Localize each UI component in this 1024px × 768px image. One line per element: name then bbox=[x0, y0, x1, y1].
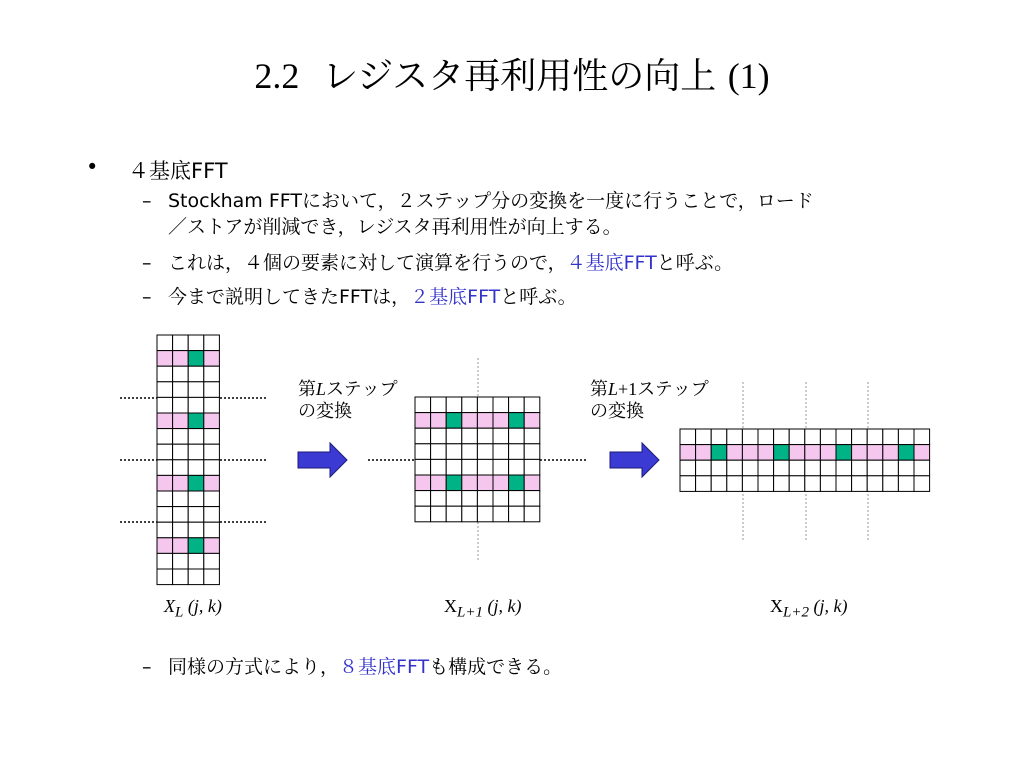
grid-cell bbox=[157, 538, 173, 554]
grid-cell bbox=[462, 444, 478, 460]
grid-cell bbox=[173, 397, 189, 413]
grid-cell bbox=[462, 475, 478, 491]
grid-cell bbox=[852, 429, 868, 445]
grid-cell bbox=[173, 460, 189, 476]
sub-item-2-post: と呼ぶ。 bbox=[656, 252, 734, 274]
grid-cell bbox=[524, 491, 540, 507]
grid-cell bbox=[727, 445, 743, 461]
grid-cell bbox=[493, 491, 509, 507]
grid-cell bbox=[415, 491, 431, 507]
grid-cell bbox=[509, 444, 525, 460]
grid-cell bbox=[173, 522, 189, 538]
grid-cell bbox=[789, 476, 805, 492]
grid-cell bbox=[157, 569, 173, 585]
grid-cell bbox=[415, 428, 431, 444]
grid-x-l1 bbox=[415, 397, 540, 522]
grid-cell bbox=[173, 475, 189, 491]
grid-cell bbox=[477, 397, 493, 413]
grid-cell bbox=[157, 366, 173, 382]
grid-cell bbox=[204, 569, 220, 585]
grid-x-l bbox=[157, 335, 219, 585]
grid-cell bbox=[462, 397, 478, 413]
grid-cell bbox=[898, 460, 914, 476]
grid-cell bbox=[446, 506, 462, 522]
grid-cell bbox=[477, 413, 493, 429]
grid-cell bbox=[173, 553, 189, 569]
grid-cell bbox=[477, 506, 493, 522]
step-l-var: L bbox=[316, 379, 327, 399]
grid-cell bbox=[509, 475, 525, 491]
grid-cell bbox=[188, 569, 204, 585]
grid-cell bbox=[509, 413, 525, 429]
grid-cell bbox=[415, 444, 431, 460]
grid-cell bbox=[446, 428, 462, 444]
grid-cell bbox=[477, 459, 493, 475]
grid-cell bbox=[493, 428, 509, 444]
grid-cell bbox=[524, 475, 540, 491]
grid-cell bbox=[157, 475, 173, 491]
grid-cell bbox=[173, 335, 189, 351]
grid-cell bbox=[852, 460, 868, 476]
step-l1-suffix: ステップ bbox=[637, 379, 709, 400]
sub-item-3-pre: 今まで説明してきたFFTは， bbox=[168, 286, 411, 308]
label-x-l-sub: L bbox=[175, 604, 184, 621]
grid-cell bbox=[188, 335, 204, 351]
grid-cell bbox=[431, 506, 447, 522]
grid-cell bbox=[914, 460, 930, 476]
grid-cell bbox=[157, 413, 173, 429]
grid-cell bbox=[867, 445, 883, 461]
grid-cell bbox=[680, 460, 696, 476]
grid-cell bbox=[883, 445, 899, 461]
grid-cell bbox=[493, 413, 509, 429]
grid-cell bbox=[173, 413, 189, 429]
grid-cell bbox=[173, 507, 189, 523]
grid-cell bbox=[446, 413, 462, 429]
grid-cell bbox=[742, 460, 758, 476]
grid-cell bbox=[157, 444, 173, 460]
grid-cell bbox=[836, 445, 852, 461]
grid-cell bbox=[431, 444, 447, 460]
grid-cell bbox=[509, 491, 525, 507]
grid-cell bbox=[789, 445, 805, 461]
grid-cell bbox=[157, 460, 173, 476]
grid-cell bbox=[696, 460, 712, 476]
grid-cell bbox=[836, 429, 852, 445]
sub-item-4-pre: 同様の方式により， bbox=[168, 656, 340, 678]
grid-cell bbox=[446, 397, 462, 413]
step-l1-line2: の変換 bbox=[590, 401, 644, 422]
grid-cell bbox=[204, 429, 220, 445]
grid-cell bbox=[914, 429, 930, 445]
label-x-l2 bbox=[770, 596, 847, 622]
arrow-right-1 bbox=[298, 443, 347, 477]
grid-cell bbox=[774, 429, 790, 445]
grid-cell bbox=[157, 491, 173, 507]
grid-cell bbox=[774, 476, 790, 492]
grid-cell bbox=[188, 413, 204, 429]
grid-cell bbox=[493, 475, 509, 491]
grid-cell bbox=[742, 429, 758, 445]
grid-cell bbox=[204, 413, 220, 429]
grid-cell bbox=[446, 491, 462, 507]
grid-cell bbox=[774, 460, 790, 476]
grid-cell bbox=[431, 428, 447, 444]
grid-cell bbox=[867, 460, 883, 476]
grid-cell bbox=[431, 475, 447, 491]
grid-cell bbox=[509, 459, 525, 475]
step-l-suffix: ステップ bbox=[326, 379, 398, 400]
sub-item-1-line-1: Stockham FFTにおいて，２ステップ分の変換を一度に行うことで，ロード bbox=[168, 190, 814, 212]
grid-cell bbox=[157, 507, 173, 523]
grid-cell bbox=[524, 413, 540, 429]
grid-cell bbox=[898, 476, 914, 492]
grid-cell bbox=[173, 444, 189, 460]
grid-cell bbox=[805, 476, 821, 492]
grid-cell bbox=[157, 522, 173, 538]
grid-cell bbox=[157, 382, 173, 398]
grid-cell bbox=[446, 459, 462, 475]
grid-cell bbox=[914, 476, 930, 492]
step-l1-plus: +1 bbox=[618, 379, 638, 399]
label-x-l1-args: (j, k) bbox=[487, 596, 522, 616]
grid-cell bbox=[173, 382, 189, 398]
title-text: レジスタ再利用性の向上 bbox=[322, 56, 717, 97]
grid-cell bbox=[173, 429, 189, 445]
grid-cell bbox=[431, 491, 447, 507]
sub-item-3-highlight: ２基底FFT bbox=[410, 286, 501, 308]
grid-cell bbox=[742, 445, 758, 461]
grid-cell bbox=[188, 475, 204, 491]
grid-cell bbox=[462, 506, 478, 522]
grid-cell bbox=[204, 538, 220, 554]
grid-cell bbox=[157, 429, 173, 445]
grid-cell bbox=[204, 460, 220, 476]
grid-cell bbox=[898, 445, 914, 461]
grid-cell bbox=[477, 444, 493, 460]
step-l1-var: L bbox=[608, 379, 619, 399]
grid-cell bbox=[727, 460, 743, 476]
grid-cell bbox=[680, 429, 696, 445]
grid-cell bbox=[805, 429, 821, 445]
bullet-dot: • bbox=[86, 155, 99, 179]
grid-cell bbox=[883, 460, 899, 476]
label-x-l2-base: X bbox=[770, 596, 783, 616]
grid-cell bbox=[204, 366, 220, 382]
grid-cell bbox=[462, 491, 478, 507]
title-suffix: (1) bbox=[727, 56, 770, 96]
grid-cell bbox=[431, 413, 447, 429]
label-x-l-args: (j, k) bbox=[187, 596, 222, 616]
sub-item-4-highlight: ８基底FFT bbox=[339, 656, 430, 678]
dash: – bbox=[142, 252, 152, 274]
grid-cell bbox=[157, 335, 173, 351]
grid-cell bbox=[820, 445, 836, 461]
grid-cell bbox=[415, 413, 431, 429]
label-x-l2-args: (j, k) bbox=[813, 596, 848, 616]
sub-item-2-highlight: ４基底FFT bbox=[566, 252, 657, 274]
grid-cell bbox=[509, 397, 525, 413]
grid-cell bbox=[188, 522, 204, 538]
sub-item-2-pre: これは，４個の要素に対して演算を行うので， bbox=[168, 252, 567, 274]
bullet-text: ４基底FFT bbox=[128, 159, 228, 183]
grid-cell bbox=[509, 428, 525, 444]
arrow-right-2 bbox=[610, 443, 659, 477]
grid-cell bbox=[524, 459, 540, 475]
step-l-prefix: 第 bbox=[298, 379, 316, 400]
label-x-l1 bbox=[444, 596, 521, 622]
grid-cell bbox=[446, 475, 462, 491]
label-x-l1-sub: L+1 bbox=[457, 604, 483, 621]
grid-cell bbox=[805, 460, 821, 476]
grid-cell bbox=[789, 460, 805, 476]
grid-cell bbox=[836, 460, 852, 476]
grid-cell bbox=[493, 397, 509, 413]
grid-cell bbox=[173, 569, 189, 585]
grid-cell bbox=[711, 476, 727, 492]
grid-cell bbox=[157, 397, 173, 413]
grid-cell bbox=[188, 553, 204, 569]
grid-cell bbox=[188, 460, 204, 476]
grid-cell bbox=[524, 428, 540, 444]
grid-cell bbox=[462, 413, 478, 429]
grid-x-l2 bbox=[680, 429, 930, 491]
grid-cell bbox=[188, 397, 204, 413]
grid-cell bbox=[820, 460, 836, 476]
grid-cell bbox=[742, 476, 758, 492]
grid-cell bbox=[204, 522, 220, 538]
grid-cell bbox=[173, 538, 189, 554]
step-l1-prefix: 第 bbox=[590, 379, 608, 400]
dash: – bbox=[142, 190, 152, 212]
grid-cell bbox=[204, 475, 220, 491]
grid-cell bbox=[415, 397, 431, 413]
sub-item-4-post: も構成できる。 bbox=[429, 656, 563, 678]
grid-cell bbox=[415, 506, 431, 522]
grid-cell bbox=[431, 459, 447, 475]
grid-cell bbox=[836, 476, 852, 492]
grid-cell bbox=[204, 553, 220, 569]
grid-cell bbox=[727, 476, 743, 492]
dash: – bbox=[142, 656, 152, 678]
title-number: 2.2 bbox=[254, 56, 300, 96]
grid-cell bbox=[524, 506, 540, 522]
dash: – bbox=[142, 286, 152, 308]
label-x-l-base: X bbox=[164, 596, 175, 616]
grid-cell bbox=[852, 476, 868, 492]
grid-cell bbox=[204, 397, 220, 413]
grid-cell bbox=[204, 444, 220, 460]
grid-cell bbox=[696, 445, 712, 461]
grid-cell bbox=[415, 475, 431, 491]
grid-cell bbox=[446, 444, 462, 460]
grid-cell bbox=[711, 460, 727, 476]
sub-item-3-post: と呼ぶ。 bbox=[500, 286, 577, 308]
grid-cell bbox=[711, 445, 727, 461]
grid-cell bbox=[680, 445, 696, 461]
grid-cell bbox=[867, 429, 883, 445]
grid-cell bbox=[696, 476, 712, 492]
grid-cell bbox=[696, 429, 712, 445]
grid-cell bbox=[173, 366, 189, 382]
grid-cell bbox=[431, 397, 447, 413]
grid-cell bbox=[157, 553, 173, 569]
grid-cell bbox=[157, 351, 173, 367]
grid-cell bbox=[758, 445, 774, 461]
grid-cell bbox=[524, 444, 540, 460]
grid-cell bbox=[524, 397, 540, 413]
grid-cell bbox=[477, 428, 493, 444]
grid-cell bbox=[477, 491, 493, 507]
grid-cell bbox=[188, 382, 204, 398]
label-x-l2-sub: L+2 bbox=[783, 604, 809, 621]
sub-item-1-line-2: ／ストアが削減でき，レジスタ再利用性が向上する。 bbox=[168, 216, 622, 238]
grid-cell bbox=[462, 428, 478, 444]
grid-cell bbox=[188, 507, 204, 523]
grid-cell bbox=[188, 538, 204, 554]
grid-cell bbox=[188, 366, 204, 382]
grid-cell bbox=[188, 351, 204, 367]
grid-cell bbox=[493, 444, 509, 460]
grid-cell bbox=[204, 382, 220, 398]
grid-cell bbox=[204, 335, 220, 351]
grid-cell bbox=[493, 459, 509, 475]
grid-cell bbox=[188, 429, 204, 445]
grid-cell bbox=[204, 491, 220, 507]
grid-cell bbox=[820, 476, 836, 492]
grid-cell bbox=[173, 351, 189, 367]
grid-cell bbox=[758, 429, 774, 445]
grid-cell bbox=[727, 429, 743, 445]
grid-cell bbox=[805, 445, 821, 461]
grid-cell bbox=[204, 507, 220, 523]
step-l-line2: の変換 bbox=[298, 401, 352, 422]
grid-cell bbox=[820, 429, 836, 445]
label-x-l1-base: X bbox=[444, 596, 457, 616]
grid-cell bbox=[204, 351, 220, 367]
step-l-caption bbox=[298, 378, 398, 423]
label-x-l bbox=[164, 596, 222, 622]
grid-cell bbox=[852, 445, 868, 461]
grid-cell bbox=[493, 506, 509, 522]
grid-cell bbox=[898, 429, 914, 445]
grid-cell bbox=[415, 459, 431, 475]
grid-cell bbox=[789, 429, 805, 445]
grid-cell bbox=[173, 491, 189, 507]
grid-cell bbox=[883, 476, 899, 492]
grid-cell bbox=[188, 491, 204, 507]
grid-cell bbox=[509, 506, 525, 522]
grid-cell bbox=[758, 460, 774, 476]
grid-cell bbox=[462, 459, 478, 475]
grid-cell bbox=[477, 475, 493, 491]
grid-cell bbox=[188, 444, 204, 460]
grid-cell bbox=[774, 445, 790, 461]
grid-cell bbox=[758, 476, 774, 492]
grid-cell bbox=[680, 476, 696, 492]
step-l1-caption bbox=[590, 378, 709, 423]
grid-cell bbox=[914, 445, 930, 461]
grid-cell bbox=[883, 429, 899, 445]
grid-cell bbox=[867, 476, 883, 492]
grid-cell bbox=[711, 429, 727, 445]
